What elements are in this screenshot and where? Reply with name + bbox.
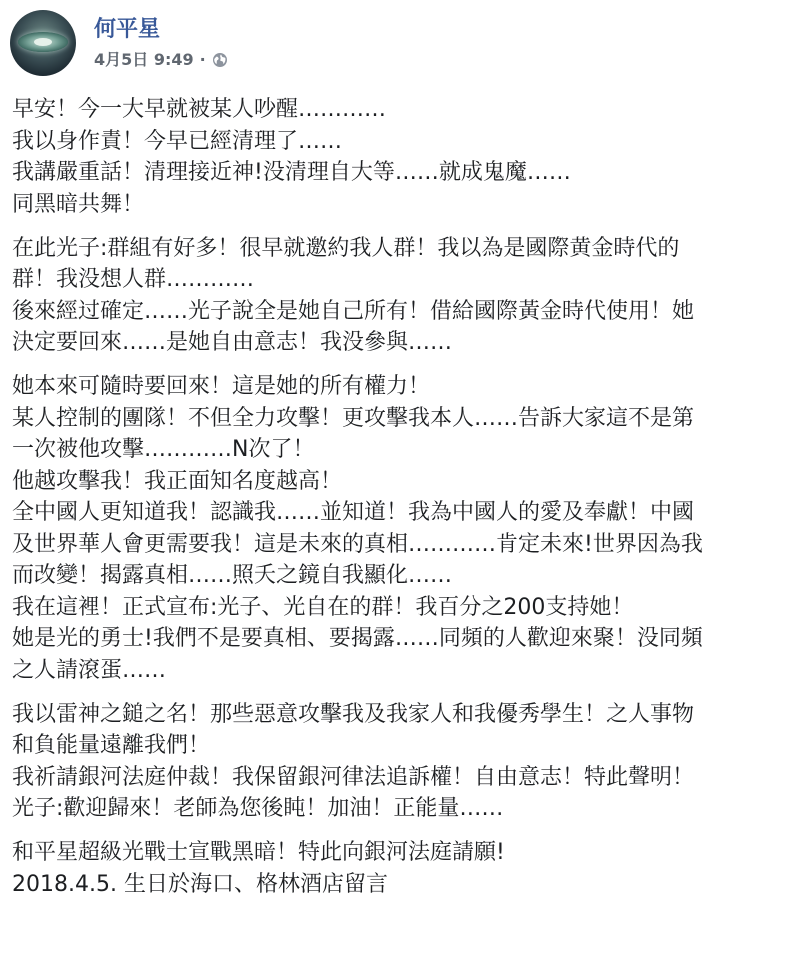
paragraph-2: [12, 233, 802, 359]
post-line: 我祈請銀河法庭仲裁！我保留銀河律法追訴權！自由意志！特此聲明！: [12, 764, 695, 790]
post-line: 我在這裡！正式宣布:光子、光自在的群！我百分之200支持她！: [12, 594, 634, 620]
post-line: 全中國人更知道我！認識我……並知道！我為中國人的愛及奉獻！中國: [12, 500, 695, 525]
post-timestamp[interactable]: 4月5日 9:49: [94, 50, 194, 69]
avatar-core-graphic: [34, 38, 52, 46]
paragraph-5: [12, 837, 802, 900]
author-name[interactable]: 何平星: [94, 17, 161, 42]
separator-dot: ·: [199, 50, 206, 69]
avatar[interactable]: [10, 10, 76, 76]
post-line: 在此光子:群組有好多！很早就邀約我人群！我以為是國際黄金時代的: [12, 235, 680, 261]
post-line: 之人請滾蛋……: [12, 657, 167, 683]
post-line: 我講嚴重話！清理接近神!没清理自大等……就成鬼魔……: [12, 160, 571, 185]
post-line: 光子:歡迎歸來！老師為您後盹！加油！正能量……: [12, 796, 504, 821]
paragraph-4: [12, 699, 802, 825]
post-line: 早安！今一大早就被某人吵醒…………: [12, 97, 387, 122]
globe-icon[interactable]: [212, 52, 228, 68]
post-line: 我以雷神之鎚之名！那些惡意攻擊我及我家人和我優秀學生！之人事物: [12, 701, 695, 727]
post-line: 和平星超級光戰士宣戰黑暗！特此向銀河法庭請願!: [12, 840, 505, 865]
paragraph-1: [12, 94, 802, 220]
post-meta: [94, 16, 228, 70]
post-line: 她本來可隨時要回來！這是她的所有權力！: [12, 374, 431, 399]
post-line: 我以身作責！今早已經清理了……: [12, 128, 343, 154]
post-body: [12, 94, 802, 913]
post-line: 他越攻擊我！我正面知名度越高！: [12, 468, 343, 494]
post-line: 及世界華人會更需要我！這是未來的真相…………肯定未來!世界因為我: [12, 531, 703, 557]
post-line: 2018.4.5. 生日於海口、格林酒店留言: [12, 871, 388, 897]
post-line: 同黑暗共舞！: [12, 191, 145, 217]
post-subline: [94, 50, 228, 70]
post-line: 而改變！揭露真相……照夭之鏡自我顯化……: [12, 563, 453, 588]
post-line: 群！我没想人群…………: [12, 267, 255, 292]
post-header: [10, 10, 228, 80]
post-line: 後來經过確定……光子說全是她自己所有！借給國際黃金時代使用！她: [12, 298, 695, 324]
post-line: 和負能量遠離我們！: [12, 733, 211, 758]
post-line: 一次被他攻擊…………N次了！: [12, 437, 315, 462]
post-line: 決定要回來……是她自由意志！我没參與……: [12, 330, 453, 355]
paragraph-3: [12, 371, 802, 686]
post-line: 她是光的勇士!我們不是要真相、要揭露……同頻的人歡迎來聚！没同頻: [12, 626, 703, 651]
post-line: 某人控制的團隊！不但全力攻擊！更攻擊我本人……告訴大家這不是第: [12, 405, 695, 431]
